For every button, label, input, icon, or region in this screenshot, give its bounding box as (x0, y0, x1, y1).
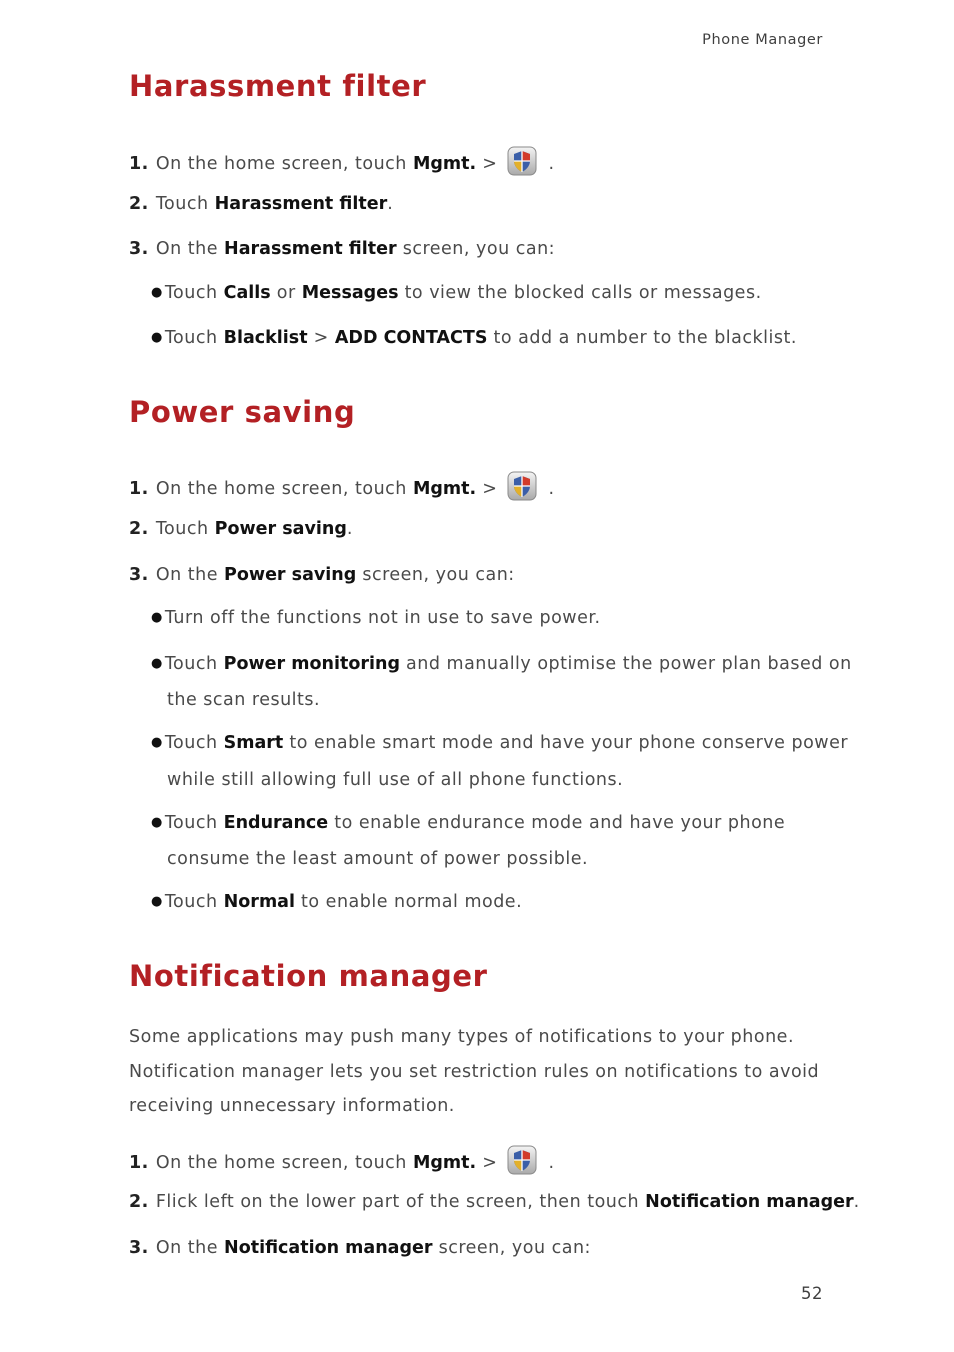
bold-term: Notification manager (645, 1192, 854, 1212)
section-heading-notification-manager: Notification manager (129, 959, 488, 993)
bold-term: Normal (223, 892, 295, 912)
step-2: 2. Touch Harassment filter. (129, 194, 394, 214)
bold-term: ADD CONTACTS (334, 328, 488, 348)
step-1: 1. On the home screen, touch Mgmt. > . (129, 146, 555, 176)
bullet-continuation: consume the least amount of power possible. (167, 849, 589, 869)
step-1: 1. On the home screen, touch Mgmt. > . (129, 471, 555, 501)
section-heading-power-saving: Power saving (129, 395, 356, 429)
bullet-icon: ● (151, 330, 163, 345)
step-number: 1. (129, 479, 149, 499)
step-3: 3. On the Harassment filter screen, you can: (129, 239, 556, 259)
bullet-item: ● Touch Endurance to enable endurance mode and have your phone (151, 813, 786, 833)
bullet-icon: ● (151, 285, 163, 300)
step-3: 3. On the Notification manager screen, you can: (129, 1238, 591, 1258)
section-heading-harassment-filter: Harassment filter (129, 69, 427, 103)
bold-term: Smart (223, 733, 284, 753)
bullet-item: ● Touch Blacklist > ADD CONTACTS to add a number to the blacklist. (151, 328, 797, 348)
bold-term: Harassment filter (214, 194, 388, 214)
bold-term: Messages (301, 283, 399, 303)
step-number: 2. (129, 1192, 149, 1212)
bold-term: Mgmt. (412, 154, 477, 174)
bold-term: Power saving (224, 565, 357, 585)
intro-paragraph-line: Some applications may push many types of notifications to your phone. (129, 1027, 795, 1047)
step-number: 3. (129, 1238, 149, 1258)
bullet-icon: ● (151, 656, 163, 671)
intro-paragraph-line: Notification manager lets you set restriction rules on notifications to avoid (129, 1062, 820, 1082)
bullet-item: ● Touch Smart to enable smart mode and have your phone conserve power (151, 733, 849, 753)
phone-manager-shield-icon (507, 1145, 537, 1175)
phone-manager-shield-icon (507, 146, 537, 176)
step-number: 1. (129, 1153, 149, 1173)
bold-term: Calls (223, 283, 271, 303)
bold-term: Blacklist (223, 328, 308, 348)
bullet-icon: ● (151, 735, 163, 750)
step-2: 2. Touch Power saving. (129, 519, 353, 539)
bullet-item: ● Touch Power monitoring and manually optimise the power plan based on (151, 654, 852, 674)
step-number: 3. (129, 565, 149, 585)
step-2: 2. Flick left on the lower part of the screen, then touch Notification manager. (129, 1192, 860, 1212)
intro-paragraph-line: receiving unnecessary information. (129, 1096, 455, 1116)
step-number: 3. (129, 239, 149, 259)
running-header: Phone Manager (702, 32, 823, 48)
bullet-item: ● Touch Calls or Messages to view the blocked calls or messages. (151, 283, 762, 303)
step-number: 1. (129, 154, 149, 174)
bold-term: Mgmt. (412, 479, 477, 499)
bullet-item: ● Touch Normal to enable normal mode. (151, 892, 523, 912)
bold-term: Mgmt. (412, 1153, 477, 1173)
bold-term: Notification manager (224, 1238, 433, 1258)
step-3: 3. On the Power saving screen, you can: (129, 565, 515, 585)
bullet-continuation: while still allowing full use of all phone functions. (167, 770, 624, 790)
page-number: 52 (801, 1284, 823, 1303)
bullet-icon: ● (151, 815, 163, 830)
bullet-continuation: the scan results. (167, 690, 321, 710)
bullet-icon: ● (151, 610, 163, 625)
phone-manager-shield-icon (507, 471, 537, 501)
bullet-item: ● Turn off the functions not in use to save power. (151, 608, 601, 628)
bold-term: Power saving (214, 519, 347, 539)
bold-term: Harassment filter (224, 239, 397, 259)
step-1: 1. On the home screen, touch Mgmt. > . (129, 1145, 555, 1175)
bullet-icon: ● (151, 894, 163, 909)
bold-term: Endurance (223, 813, 329, 833)
bold-term: Power monitoring (223, 654, 400, 674)
step-number: 2. (129, 194, 149, 214)
step-number: 2. (129, 519, 149, 539)
